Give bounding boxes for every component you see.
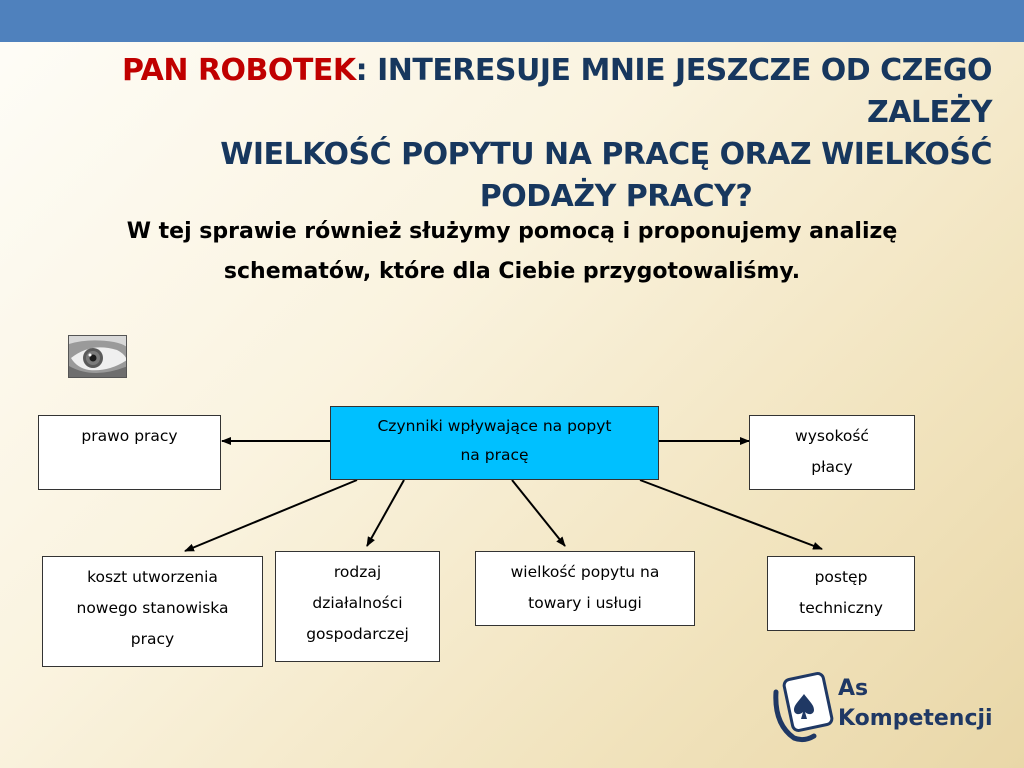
subtitle-line2: schematów, które dla Ciebie przygotowaliśmy.: [223, 259, 801, 284]
node-wielkosc: [475, 551, 695, 626]
center-node: [330, 406, 659, 480]
top-band: [0, 0, 1024, 42]
logo-line2: Kompetencji: [838, 706, 993, 731]
as-kompetencji-logo: [770, 672, 1000, 748]
node-wysokosc-placy: [749, 415, 915, 490]
arrow-to-koszt: [185, 480, 357, 551]
slide-title: [30, 50, 992, 218]
logo-text: [838, 674, 993, 734]
node-postep-line1: postęp: [814, 568, 868, 586]
node-rodzaj-line1: rodzaj: [333, 563, 382, 581]
node-wysokosc-placy-line1: wysokość: [795, 427, 869, 445]
node-postep: [767, 556, 915, 631]
node-koszt-line3: pracy: [130, 630, 175, 648]
node-wysokosc-placy-line2: płacy: [811, 458, 853, 476]
node-wielkosc-line2: towary i usługi: [528, 594, 642, 612]
node-koszt-line2: nowego stanowiska: [76, 599, 229, 617]
node-prawo-pracy-line1: prawo pracy: [81, 427, 178, 445]
center-node-line1: Czynniki wpływające na popyt: [377, 417, 612, 435]
center-node-line2: na pracę: [460, 446, 529, 464]
arrow-to-wielkosc: [512, 480, 565, 546]
speaker-name: PAN ROBOTEK: [121, 53, 356, 88]
node-rodzaj-line2: działalności: [312, 594, 403, 612]
node-wielkosc-line1: wielkość popytu na: [510, 563, 660, 581]
spade-card-icon: [770, 672, 834, 744]
node-koszt: [42, 556, 263, 667]
slide-subtitle: [40, 212, 984, 292]
node-rodzaj: [275, 551, 440, 662]
title-line3: PODAŻY PRACY?: [479, 179, 753, 214]
node-rodzaj-line3: gospodarczej: [306, 625, 409, 643]
title-line1: : INTERESUJE MNIE JESZCZE OD CZEGO ZALEŻY: [355, 53, 992, 130]
eye-icon: [69, 336, 127, 378]
arrow-to-postep: [640, 480, 822, 549]
title-line2: WIELKOŚĆ POPYTU NA PRACĘ ORAZ WIELKOŚĆ: [220, 137, 992, 172]
logo-line1: As: [838, 676, 869, 701]
node-koszt-line1: koszt utworzenia: [87, 568, 218, 586]
node-prawo-pracy: [38, 415, 221, 490]
subtitle-line1: W tej sprawie również służymy pomocą i proponujemy analizę: [126, 219, 898, 244]
node-postep-line2: techniczny: [799, 599, 883, 617]
eye-image: [68, 335, 127, 378]
arrow-to-rodzaj: [367, 480, 404, 546]
